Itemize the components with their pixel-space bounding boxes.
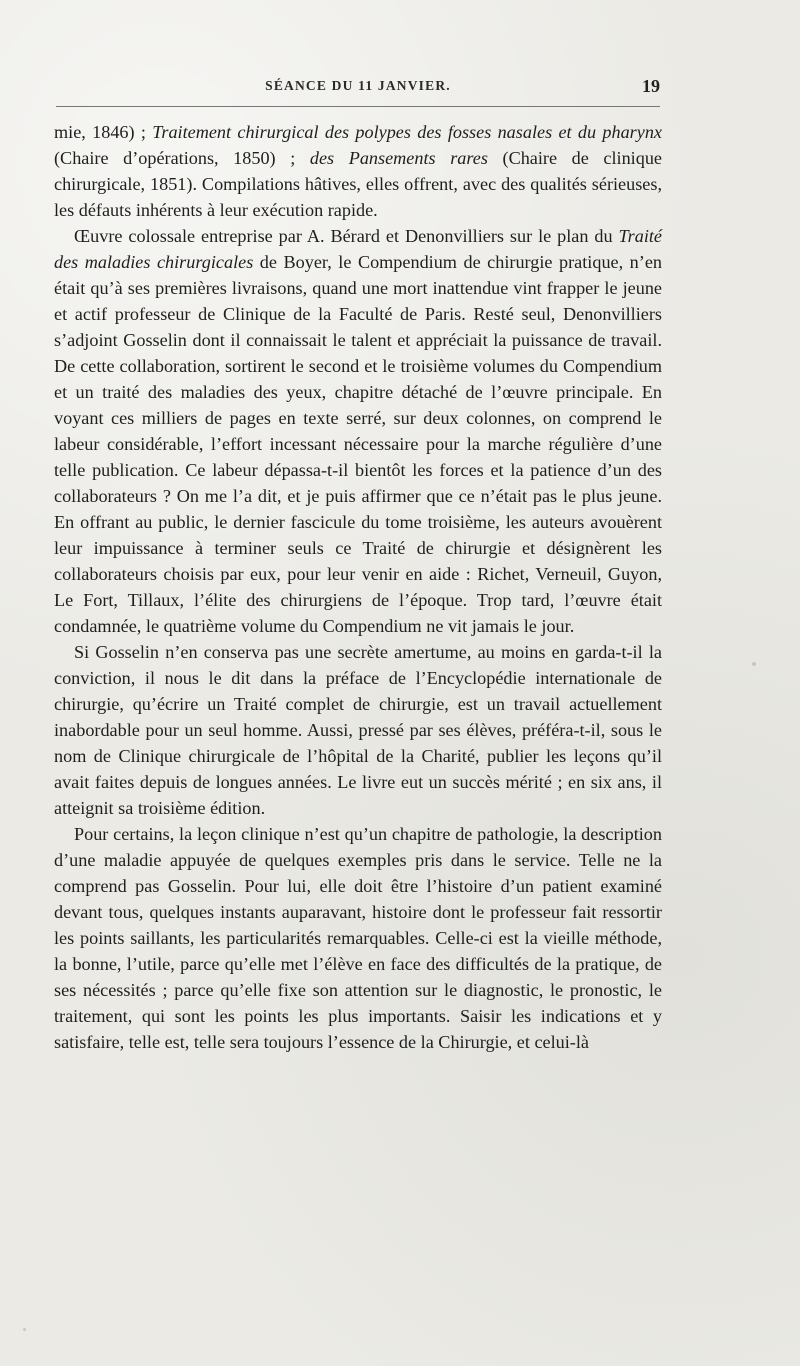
paper-speck [517, 240, 519, 242]
paragraph-3-text: Si Gosselin n’en conserva pas une secrète amertume, au moins en garda-t-il la conviction, il nous le dit dans la préface de l’Encyclopédie internationale de chirurgie, qu’écrire un Traité complet de chirurgie, est un travail actuellement inabordable pour un seul homme. Aussi, pressé par ses élèves, préféra-t-il, sous le nom de Clinique chirurgicale de l’hôpital de la Charité, publier les leçons qu’il avait faites depuis de longues années. Le livre eut un succès mérité ; en six ans, il atteignit sa troisième édition. [54, 642, 662, 818]
running-head: SÉANCE DU 11 JANVIER. [265, 78, 451, 93]
paragraph-1-text-c: (Chaire de clinique chirurgicale, 1851). Compilations hâtives, elles offrent, avec des qualités sérieuses, les défauts inhérents à leur exécution rapide. [54, 148, 662, 220]
paragraph-4 [54, 821, 662, 1055]
paragraph-2-title: Traité des maladies chirurgicales [54, 226, 662, 272]
page-number: 19 [642, 76, 660, 96]
paragraph-3 [54, 639, 662, 821]
paragraph-1 [54, 119, 662, 223]
paper-speck [23, 1328, 26, 1331]
paragraph-2-text-b: de Boyer, le Compendium de chirurgie pratique, n’en était qu’à ses premières livraisons, quand une mort inattendue vint frapper le jeune et actif professeur de Clinique de la Faculté de Paris. Resté seul, Denonvilliers s’adjoint Gosselin dont il connaissait le talent et appréciait la puissance de travail. De cette collaboration, sortirent le second et le troisième volumes du Compendium et un traité des maladies des yeux, chapitre détaché de l’œuvre principale. En voyant ces milliers de pages en texte serré, sur deux colonnes, on comprend le labeur considérable, l’effort incessant nécessaire pour la marche régulière d’une telle publication. Ce labeur dépassa-t-il bientôt les forces et la patience d’un des collaborateurs ? On me l’a dit, et je puis affirmer que ce n’était pas le plus jeune. En offrant au public, le dernier fascicule du tome troisième, les auteurs avouèrent leur impuissance à terminer seuls ce Traité de chirurgie et désignèrent les collaborateurs choisis par eux, pour leur venir en aide : Richet, Verneuil, Guyon, Le Fort, Tillaux, l’élite des chirurgiens de l’époque. Trop tard, l’œuvre était condamnée, le quatrième volume du Compendium ne vit jamais le jour. [54, 252, 662, 636]
main-text [54, 119, 662, 1055]
header-rule [56, 106, 660, 107]
paragraph-1-title-a: Traitement chirurgical des polypes des fosses nasales et du pharynx [152, 122, 662, 142]
paper-speck [752, 662, 756, 666]
paragraph-2-text-a: Œuvre colossale entreprise par A. Bérard et Denonvilliers sur le plan du [74, 226, 619, 246]
paragraph-1-text-a: mie, 1846) ; [54, 122, 153, 142]
paragraph-2 [54, 223, 662, 639]
paragraph-1-title-b: des Pansements rares [309, 148, 488, 168]
page-header [56, 78, 660, 100]
paragraph-4-text: Pour certains, la leçon clinique n’est qu’un chapitre de pathologie, la description d’une maladie appuyée de quelques exemples pris dans le service. Telle ne la comprend pas Gosselin. Pour lui, elle doit être l’histoire d’un patient examiné devant tous, quelques instants auparavant, histoire dont le professeur fait ressortir les points saillants, les particularités remarquables. Celle-ci est la vieille méthode, la bonne, l’utile, parce qu’elle met l’élève en face des difficultés de la pratique, de ses nécessités ; parce qu’elle fixe son attention sur le diagnostic, le pronostic, le traitement, qui sont les points les plus importants. Saisir les indications et y satisfaire, telle est, telle sera toujours l’essence de la Chirurgie, et celui-là [54, 824, 662, 1052]
paragraph-1-text-b: (Chaire d’opérations, 1850) ; [54, 148, 310, 168]
